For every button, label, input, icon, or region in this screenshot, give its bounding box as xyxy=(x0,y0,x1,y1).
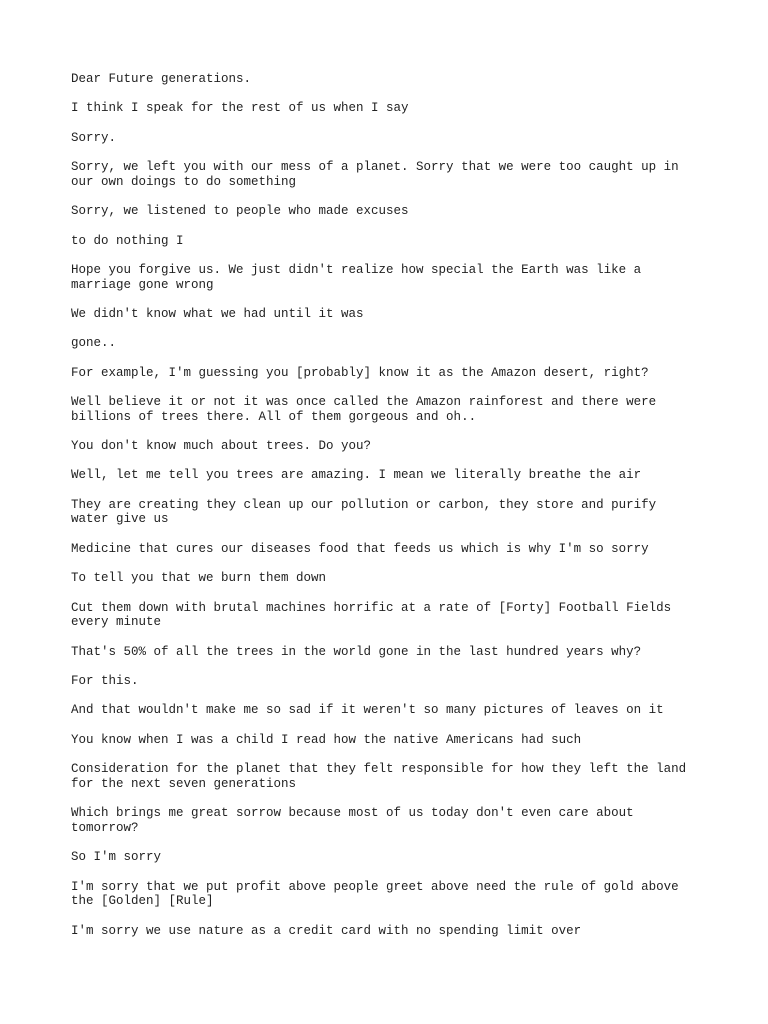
paragraph: gone.. xyxy=(71,336,117,351)
paragraph: You know when I was a child I read how the native Americans had such xyxy=(71,732,582,747)
paragraph: Well believe it or not it was once called the Amazon rainforest and there were billions of trees there. All of them gorgeous and oh.. xyxy=(71,395,657,424)
paragraph: And that wouldn't make me so sad if it weren't so many pictures of leaves on it xyxy=(71,703,664,718)
paragraph: to do nothing I xyxy=(71,233,184,248)
paragraph: That's 50% of all the trees in the world gone in the last hundred years why? xyxy=(71,644,642,659)
paragraph: Sorry. xyxy=(71,130,117,145)
paragraph: Dear Future generations. xyxy=(71,72,252,86)
paragraph: They are creating they clean up our pollution or carbon, they store and purify water give us xyxy=(71,497,657,527)
paragraph: We didn't know what we had until it was xyxy=(71,306,364,321)
paragraph: Which brings me great sorrow because most of us today don't even care about tomorrow? xyxy=(71,806,634,835)
paragraph: I'm sorry that we put profit above people greet above need the rule of gold above the [Golden] [Rule] xyxy=(71,879,679,909)
paragraph: For this. xyxy=(71,674,139,688)
paragraph: For example, I'm guessing you [probably] know it as the Amazon desert, right? xyxy=(71,365,649,380)
paragraph: Medicine that cures our diseases food that feeds us which is why I'm so sorry xyxy=(71,541,649,556)
document-body xyxy=(71,72,701,953)
paragraph: Well, let me tell you trees are amazing. I mean we literally breathe the air xyxy=(71,468,642,483)
paragraph: Hope you forgive us. We just didn't realize how special the Earth was like a marriage gone wrong xyxy=(71,262,642,292)
paragraph: Sorry, we left you with our mess of a planet. Sorry that we were too caught up in our own doings to do something xyxy=(71,160,679,189)
paragraph: You don't know much about trees. Do you? xyxy=(71,439,372,454)
paragraph: I think I speak for the rest of us when I say xyxy=(71,101,409,116)
paragraph: To tell you that we burn them down xyxy=(71,571,327,586)
paragraph: Sorry, we listened to people who made excuses xyxy=(71,204,409,219)
paragraph: Consideration for the planet that they felt responsible for how they left the land for the next seven generations xyxy=(71,762,687,791)
paragraph: Cut them down with brutal machines horrific at a rate of [Forty] Football Fields every minute xyxy=(71,600,672,630)
paragraph: So I'm sorry xyxy=(71,850,162,865)
paragraph: I'm sorry we use nature as a credit card with no spending limit over xyxy=(71,923,582,938)
